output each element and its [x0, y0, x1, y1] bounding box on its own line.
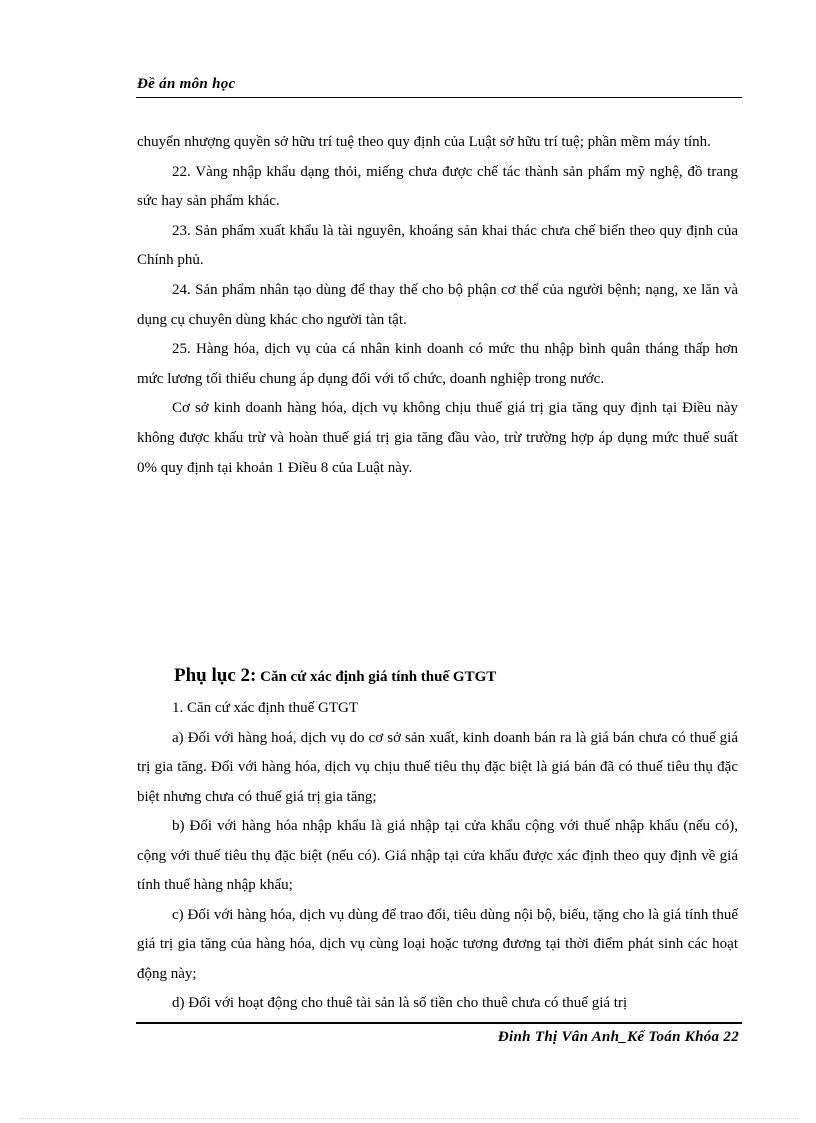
paragraph: c) Đối với hàng hóa, dịch vụ dùng để trao đổi, tiêu dùng nội bộ, biếu, tặng cho là giá tính thuế giá trị gia tăng của hàng hóa, dịch vụ cùng loại hoặc tương đương tại thời điểm phát sinh các hoạt động này;	[137, 906, 738, 982]
paragraph: 23. Sản phẩm xuất khẩu là tài nguyên, khoáng sản khai thác chưa chế biến theo quy định của Chính phủ.	[137, 222, 738, 269]
paragraph: a) Đối với hàng hoá, dịch vụ do cơ sở sản xuất, kinh doanh bán ra là giá bán chưa có thuế giá trị gia tăng. Đối với hàng hóa, dịch vụ chịu thuế tiêu thụ đặc biệt là giá bán đã có thuế tiêu thụ đặc biệt nhưng chưa có thuế giá trị gia tăng;	[137, 729, 738, 805]
paragraph: 25. Hàng hóa, dịch vụ của cá nhân kinh doanh có mức thu nhập bình quân tháng thấp hơn mức lương tối thiểu chung áp dụng đối với tổ chức, doanh nghiệp trong nước.	[137, 341, 738, 387]
paragraph: 22. Vàng nhập khẩu dạng thỏi, miếng chưa được chế tác thành sản phẩm mỹ nghệ, đồ trang sức hay sản phẩm khác.	[137, 163, 738, 210]
appendix-section	[137, 659, 738, 1019]
paragraph: Cơ sở kinh doanh hàng hóa, dịch vụ không chịu thuế giá trị gia tăng quy định tại Điều này không được khấu trừ và hoàn thuế giá trị gia tăng đầu vào, trừ trường hợp áp dụng mức thuế suất 0% quy định tại khoản 1 Điều 8 của Luật này.	[137, 400, 738, 476]
appendix-label: Phụ lục 2:	[174, 665, 257, 686]
appendix-body	[137, 694, 738, 1019]
page-edge-marker	[20, 1118, 800, 1119]
section-one	[137, 128, 738, 483]
appendix-title: Căn cứ xác định giá tính thuế GTGT	[260, 669, 497, 685]
footer-divider	[136, 1022, 742, 1024]
paragraph: chuyển nhượng quyền sở hữu trí tuệ theo quy định của Luật sở hữu trí tuệ; phần mềm máy tính.	[137, 134, 711, 150]
running-header: Đề án môn học	[137, 76, 236, 92]
header-divider	[136, 97, 742, 98]
paragraph: 1. Căn cứ xác định thuế GTGT	[172, 700, 358, 716]
paragraph: b) Đối với hàng hóa nhập khẩu là giá nhập tại cửa khẩu cộng với thuế nhập khẩu (nếu có), cộng với thuế tiêu thụ đặc biệt (nếu có). Giá nhập tại cửa khẩu được xác định theo quy định về giá tính thuế hàng nhập khẩu;	[137, 818, 738, 893]
paragraph: d) Đối với hoạt động cho thuê tài sản là số tiền cho thuê chưa có thuế giá trị	[172, 995, 628, 1011]
appendix-heading	[174, 659, 738, 694]
paragraph: 24. Sản phẩm nhân tạo dùng để thay thế cho bộ phận cơ thể của người bệnh; nạng, xe lăn và dụng cụ chuyên dùng khác cho người tàn tật.	[137, 281, 738, 328]
running-footer: Đinh Thị Vân Anh_Kế Toán Khóa 22	[497, 1029, 739, 1045]
